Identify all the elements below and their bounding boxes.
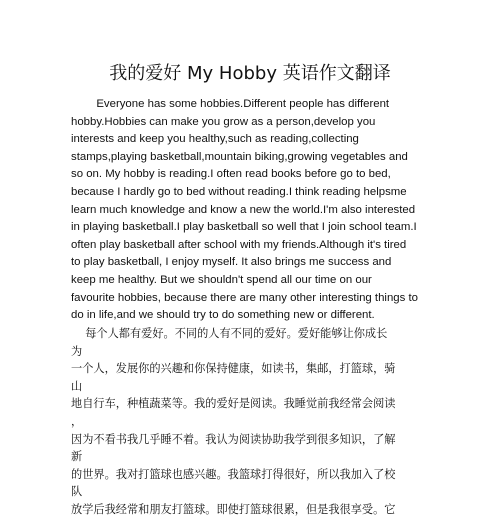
- english-line: keep me healthy. But we shouldn't spend all our time on our: [71, 273, 372, 286]
- english-line: favourite hobbies, because there are many other interesting things to: [71, 291, 418, 304]
- chinese-line: 地自行车，种植蔬菜等。我的爱好是阅读。我睡觉前我经常会阅读: [71, 397, 396, 411]
- english-line: so on. My hobby is reading.I often read books before go to bed,: [71, 168, 391, 181]
- chinese-line: 的世界。我对打篮球也感兴趣。我篮球打得很好，所以我加入了校: [71, 467, 396, 481]
- english-essay: [71, 96, 418, 325]
- chinese-line: 新: [71, 450, 83, 464]
- chinese-line: 放学后我经常和朋友打篮球。即使打篮球很累，但是我很享受。它: [71, 502, 396, 516]
- english-line: Everyone has some hobbies.Different people has different: [71, 98, 390, 110]
- english-line: interests and keep you healthy,such as reading,collecting: [71, 133, 359, 146]
- english-line: hobby.Hobbies can make you grow as a person,develop you: [71, 115, 376, 128]
- chinese-line: 为: [71, 344, 83, 358]
- english-line: to play basketball, I enjoy myself. It also brings me success and: [71, 256, 392, 269]
- english-line: learn much knowledge and know a new the world.I'm also interested: [71, 203, 416, 216]
- chinese-line: 山: [71, 379, 83, 393]
- chinese-line: 因为不看书我几乎睡不着。我认为阅读协助我学到很多知识，了解: [71, 432, 396, 446]
- document-title: 我的爱好 My Hobby 英语作文翻译: [109, 63, 391, 84]
- chinese-line: 队: [71, 485, 83, 499]
- chinese-line: 一个人，发展你的兴趣和你保持健康，如读书，集邮，打篮球，骑: [71, 362, 396, 376]
- english-line: in playing basketball.I play basketball so well that I join school team.I: [71, 221, 417, 234]
- chinese-line: 每个人都有爱好。不同的人有不同的爱好。爱好能够让你成长: [71, 327, 388, 340]
- english-line: do in life,and we should try to do something new or different.: [71, 309, 375, 322]
- english-line: stamps,playing basketball,mountain biking,growing vegetables and: [71, 150, 408, 163]
- english-line: because I hardly go to bed without reading.I think reading helpsme: [71, 185, 407, 198]
- chinese-line: ，: [71, 414, 83, 428]
- english-line: often play basketball after school with my friends.Although it's tired: [71, 238, 407, 251]
- chinese-translation: [71, 325, 401, 519]
